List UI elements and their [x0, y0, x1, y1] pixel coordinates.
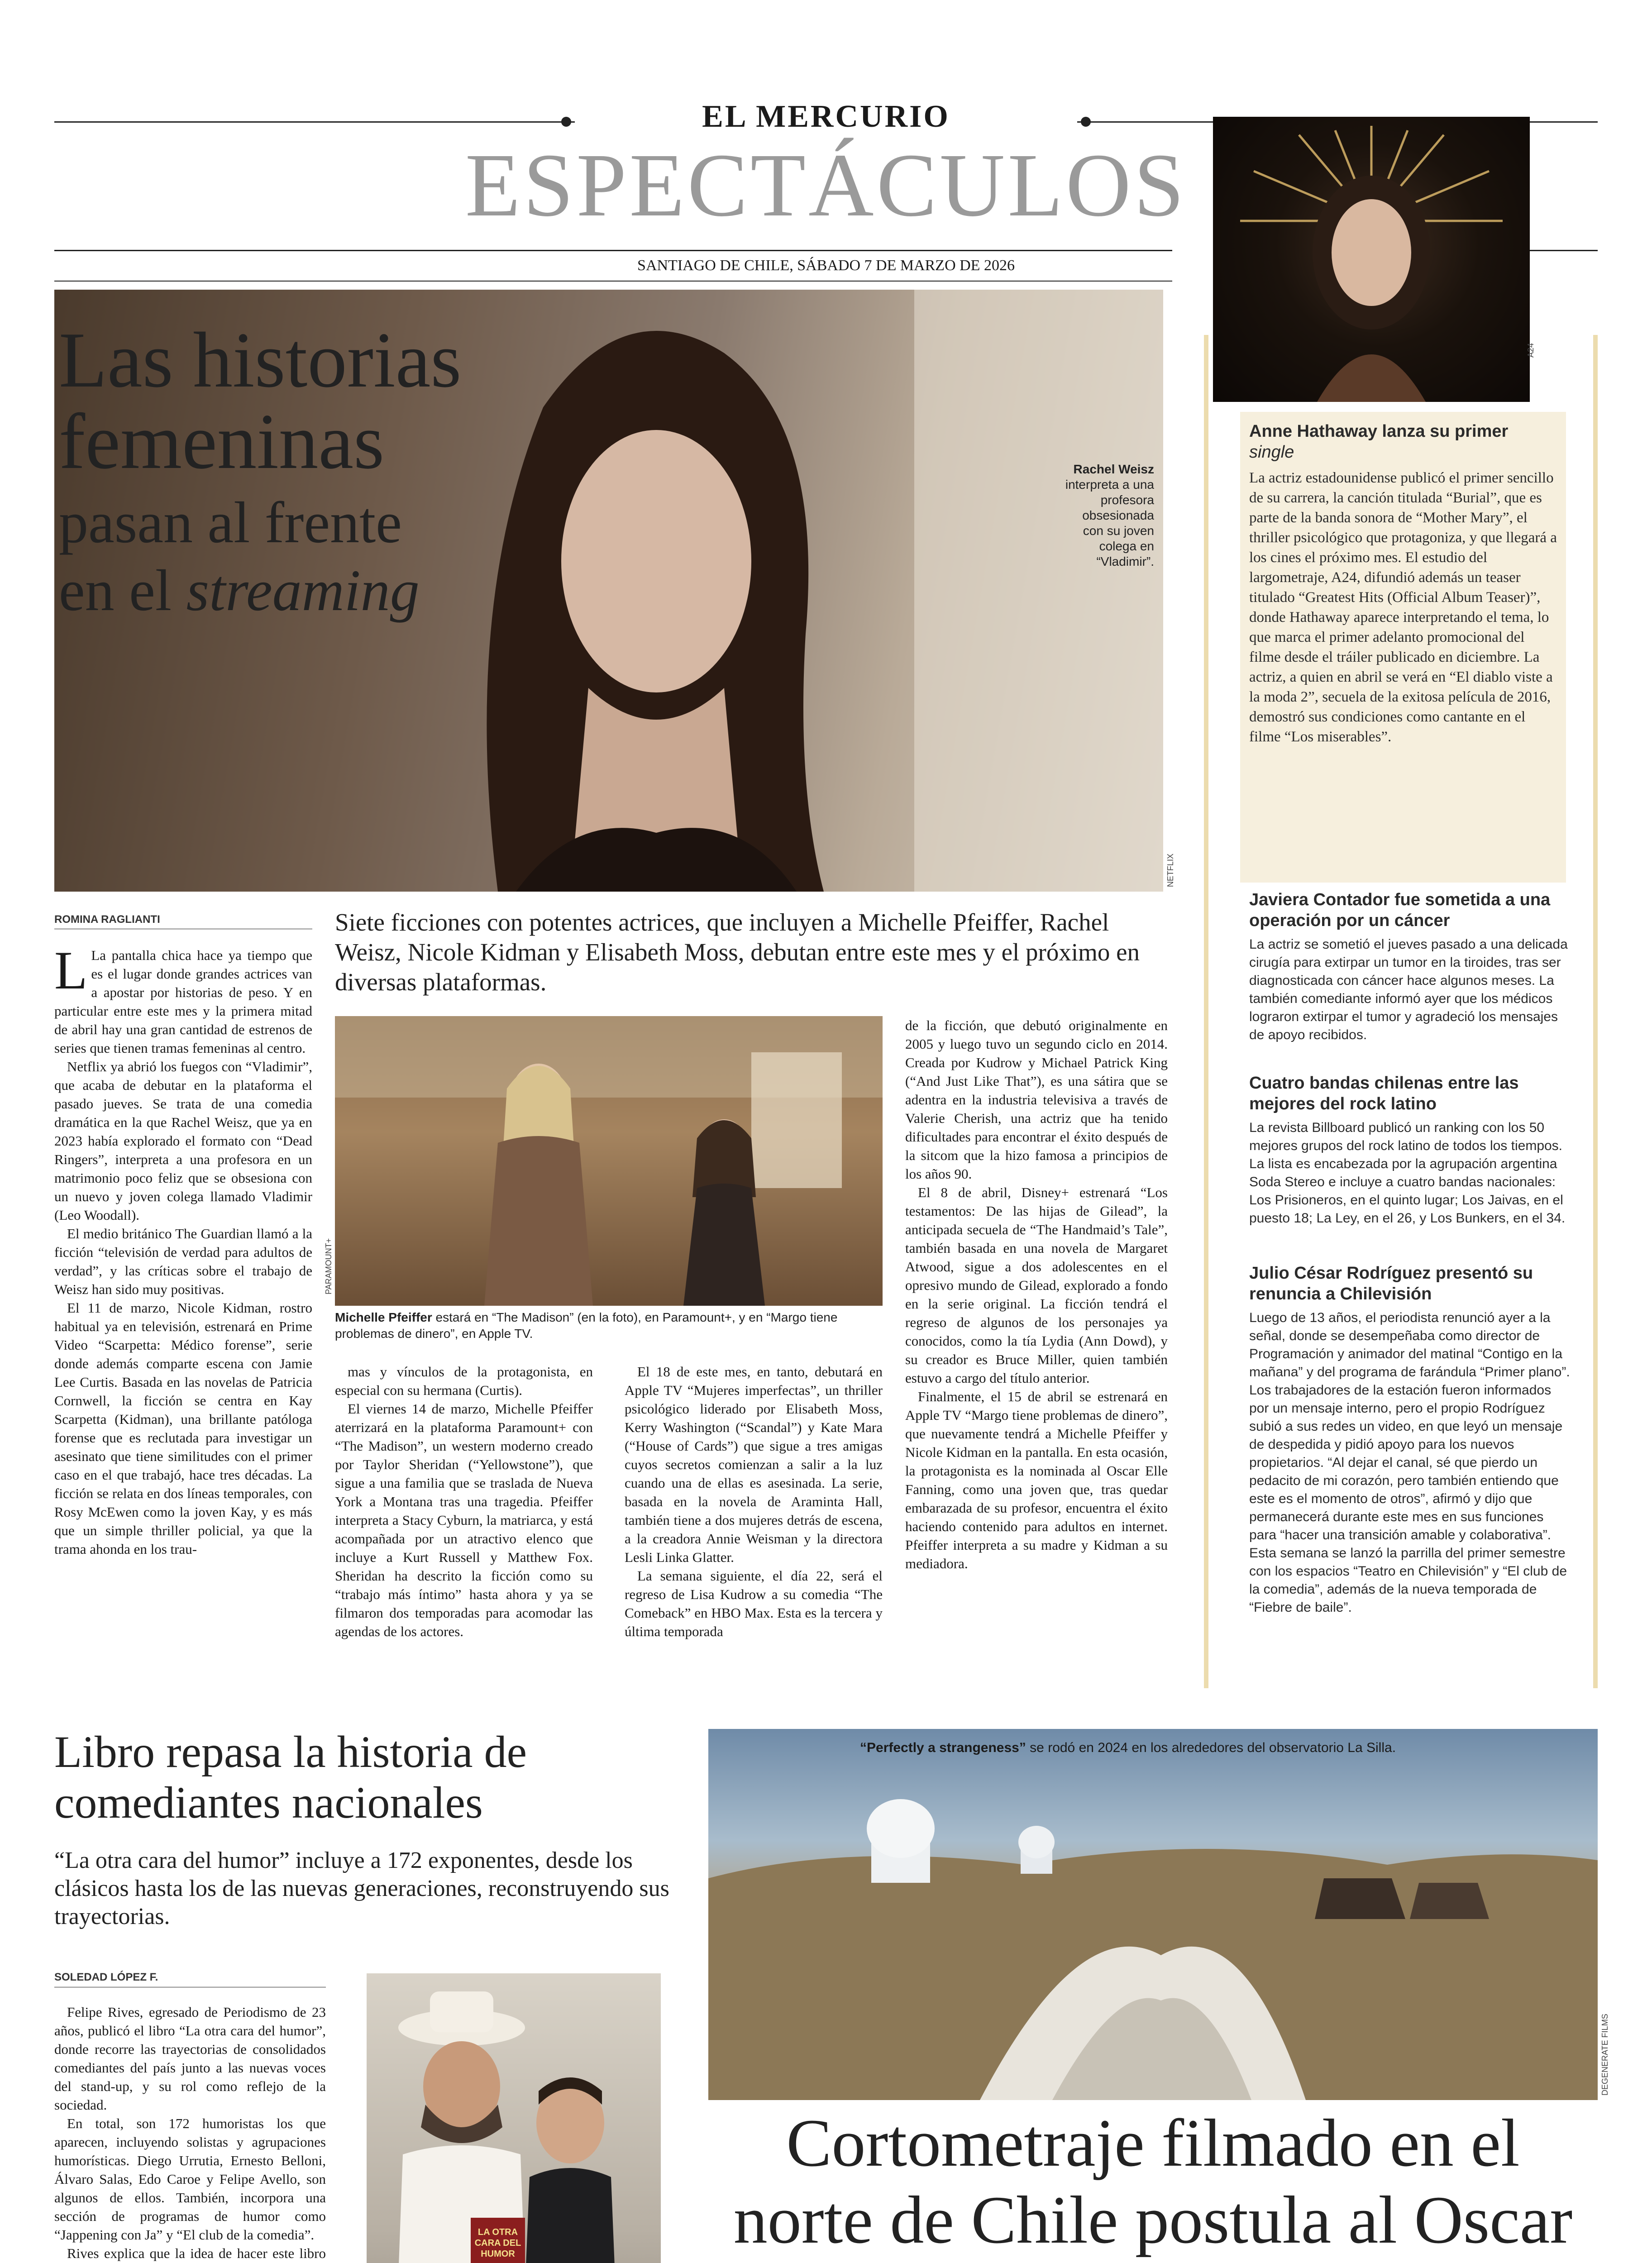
- lead-headline-4a: en el: [59, 558, 186, 623]
- short-headline-2: norte de Chile postula al Oscar: [733, 2182, 1573, 2258]
- observatory-caption-text: se rodó en 2024 en los alrededores del observatorio La Silla.: [1026, 1740, 1396, 1755]
- sidebar-item-4-title: Julio César Rodríguez presentó su renuncia a Chilevisión: [1249, 1264, 1533, 1303]
- lead-headline-3: pasan al frente: [59, 490, 402, 555]
- lead-photo-caption-name: Rachel Weisz: [1073, 462, 1154, 476]
- observatory-illustration: [708, 1729, 1598, 2100]
- pfeiffer-caption-name: Michelle Pfeiffer: [335, 1310, 432, 1324]
- book-subhead: “La otra cara del humor” incluye a 172 exponentes, desde los clásicos hasta los de las nuevas generaciones, reconstruyendo sus trayectorias.: [54, 1848, 669, 1929]
- lead-column-4: [905, 1016, 1168, 1573]
- observatory-photo: [708, 1729, 1598, 2100]
- lead-headline-4: [59, 557, 420, 625]
- sidebar-item-1-title: [1249, 421, 1557, 463]
- pfeiffer-illustration: [335, 1016, 883, 1306]
- lead-col4-p1: de la ficción, que debutó originalmente en 2005 y luego tuvo un segundo ciclo en 2014. Creada por Kudrow y Michael Patrick King (“And Just Like That”), es una sátira que se adentra en la industria televisiva a través de Valerie Cherish, una actriz que ha tenido dificultades para encontrar el éxito después de la sitcom que la hizo famosa a principios de los años 90.: [905, 1017, 1168, 1182]
- book-cover-text: LA OTRA CARA DEL HUMOR: [474, 2227, 521, 2259]
- lead-col4-p2: El 8 de abril, Disney+ estrenará “Los testamentos: De las hijas de Gilead”, la anticipada secuela de “The Handmaid’s Tale”, también basada en una novela de Margaret Atwood, sigue a dos adolescentes en el opresivo mundo de Gilead, explorado a fondo en la serie original. La ficción tendrá el regreso de algunos de los personajes ya conocidos, como la tía Lydia (Ann Dowd), y su creador es Bruce Miller, quien también estuvo a cargo del título anterior.: [905, 1184, 1168, 1386]
- bombo-fica-illustration: [367, 1973, 661, 2263]
- lead-col1-p1-text: La pantalla chica hace ya tiempo que es el lugar donde grandes actrices van a apostar por historias de peso. Y en particular entre este mes y la primera mitad de abril hay una gran cantidad de estrenos de series que tienen tramas femeninas al centro.: [54, 947, 312, 1056]
- book-col1-p1: Felipe Rives, egresado de Periodismo de 23 años, publicó el libro “La otra cara del humor”, donde recorre las trayectorias de consolidados comediantes del país junto a las nuevas voces del stand-up, y su rol como reflejo de la sociedad.: [54, 2004, 326, 2113]
- book-col1-p2: En total, son 172 humoristas los que aparecen, incluyendo solistas y agrupaciones humorísticas. Diego Urrutia, Ernesto Belloni, Álvaro Salas, Edo Caroe y Felipe Avello, son algunos de ellos. También, incorpora una sección de programas de humor como “Jappening con Ja” y “El club de la comedia”.: [54, 2115, 326, 2243]
- lead-photo-caption: [1064, 462, 1154, 569]
- lead-col2-p1: mas y vínculos de la protagonista, en especial con su hermana (Curtis).: [335, 1364, 593, 1398]
- pfeiffer-caption-text: estará en “The Madison” (en la foto), en Paramount+, y en “Margo tiene problemas de dinero”, en Apple TV.: [335, 1310, 838, 1341]
- masthead-ornament-right: [1081, 117, 1091, 127]
- pfeiffer-photo-credit: PARAMOUNT+: [324, 1238, 333, 1294]
- lead-byline: ROMINA RAGLIANTI: [54, 913, 160, 926]
- book-col1-p3: Rives explica que la idea de hacer este libro: [67, 2245, 326, 2261]
- sidebar-item-1-body: La actriz estadounidense publicó el primer sencillo de su carrera, la canción titulada “Burial”, que es parte de la banda sonora de “Mother Mary”, el thriller psicológico que protagoniza, y que llegará a los cines el próximo mes. El estudio del largometraje, A24, difundió además un teaser titulado “Greatest Hits (Official Album Teaser)”, donde Hathaway aparece interpretando el tema, lo que marca el primer adelanto promocional del filme desde el tráiler publicado en diciembre. La actriz, a quien en abril se verá en “El diablo viste a la moda 2”, secuela de la exitosa película de 2016, demostró sus condiciones como cantante en el filme “Los miserables”.: [1249, 470, 1557, 745]
- sidebar-item-3-title: Cuatro bandas chilenas entre las mejores del rock latino: [1249, 1074, 1519, 1113]
- lead-subhead: Siete ficciones con potentes actrices, que incluyen a Michelle Pfeiffer, Rachel Weisz, Nicole Kidman y Elisabeth Moss, debutan entre este mes y el próximo en diversas plataformas.: [335, 908, 1140, 996]
- masthead-rule-bottom: [54, 250, 1172, 251]
- lead-headline-4b: streaming: [186, 558, 420, 623]
- sidebar-item-3: [1249, 1073, 1571, 1227]
- lead-dropcap: L: [54, 940, 88, 1000]
- lead-col3-p2: La semana siguiente, el día 22, será el regreso de Lisa Kudrow a su comedia “The Comeback” en HBO Max. Esta es la tercera y última temporada: [625, 1568, 883, 1639]
- lead-photo-caption-text: interpreta a una profesora obsesionada con su joven colega en “Vladimir”.: [1065, 477, 1154, 568]
- short-headline-1: Cortometraje filmado en el: [786, 2105, 1520, 2181]
- section-title: ESPECTÁCULOS: [465, 135, 1187, 235]
- sidebar-item-1-title-a: Anne Hathaway lanza su primer: [1249, 422, 1509, 441]
- paper-name: EL MERCURIO: [575, 99, 1077, 135]
- pfeiffer-photo: [335, 1016, 883, 1306]
- lead-headline-1: Las historias: [59, 316, 462, 404]
- lead-col2-p2: El viernes 14 de marzo, Michelle Pfeiffer aterrizará en la plataforma Paramount+ con “The Madison”, un western moderno creado por Taylor Sheridan (“Yellowstone”), que sigue a una familia que se traslada de Nueva York a Montana tras una tragedia. Pfeiffer interpreta a Stacy Cyburn, la matriarca, y está acompañada por un atractivo elenco que incluye a Kurt Russell y Matthew Fox. Sheridan ha descrito la ficción como su “trabajo más íntimo” hasta ahora y ya se filmaron dos temporadas para acomodar las agendas de los actores.: [335, 1401, 593, 1639]
- masthead-rule-bottom-right: [1530, 250, 1598, 251]
- observatory-photo-credit: DEGENERATE FILMS: [1600, 2014, 1609, 2096]
- sidebar-item-1: [1249, 421, 1557, 747]
- dateline-rule: [54, 281, 1172, 282]
- sidebar-item-3-body: La revista Billboard publicó un ranking con los 50 mejores grupos del rock latino de todos los tiempos. La lista es encabezada por la agrupación argentina Soda Stereo e incluye a cuatro bandas nacionales: Los Prisioneros, en el quinto lugar; Los Jaivas, en el puesto 18; La Ley, en el 26, y Los Bunkers, en el 34.: [1249, 1120, 1566, 1226]
- sidebar-item-2: [1249, 889, 1571, 1044]
- lead-col1-p2: Netflix ya abrió los fuegos con “Vladimir”, que acaba de debutar en la plataforma el pasado jueves. Se trata de una comedia dramática en la que Rachel Weisz, que ya en 2023 había explorado el formato con “Dead Ringers”, interpreta a una profesora en un matrimonio poco feliz que se obsesiona con un nuevo y joven colega llamado Vladimir (Leo Woodall).: [54, 1059, 312, 1223]
- sidebar-item-2-title: Javiera Contador fue sometida a una operación por un cáncer: [1249, 890, 1551, 930]
- lead-column-2: [335, 1362, 593, 1641]
- bombo-fica-photo: [367, 1973, 661, 2263]
- sidebar-photo-credit: A24: [1526, 343, 1535, 358]
- lead-column-3: [625, 1362, 883, 1641]
- dateline: SANTIAGO DE CHILE, SÁBADO 7 DE MARZO DE 2026: [637, 257, 1015, 274]
- lead-photo-credit: NETFLIX: [1166, 853, 1175, 887]
- lead-column-1: [54, 940, 312, 1558]
- sidebar-item-2-body: La actriz se sometió el jueves pasado a una delicada cirugía para extirpar un tumor en la tiroides, tras ser diagnosticada con cáncer hace algunos meses. La también comediante informó ayer que los médicos lograron extirpar el tumor y agradeció los mensajes de apoyo recibidos.: [1249, 937, 1568, 1042]
- lead-col1-p1: [54, 940, 312, 1057]
- sidebar-item-4: [1249, 1263, 1571, 1617]
- masthead-ornament-left: [561, 117, 571, 127]
- lead-col4-p3: Finalmente, el 15 de abril se estrenará en Apple TV “Margo tiene problemas de dinero”, que nuevamente tendrá a Michelle Pfeiffer y Nicole Kidman en la pantalla. En esta ocasión, la protagonista es la nominada al Oscar Elle Fanning, como una joven que, tras quedar embarazada de su profesor, encuentra el éxito haciendo contenido para adultos en internet. Pfeiffer interpreta a su madre y Kidman a su mediadora.: [905, 1389, 1168, 1571]
- lead-col3-p1: El 18 de este mes, en tanto, debutará en Apple TV “Mujeres imperfectas”, un thriller psicológico liderado por Elisabeth Moss, Kerry Washington (“Scandal”) y Kate Mara (“House of Cards”) que sigue a tres amigas cuyos secretos comienzan a salir a la luz cuando una de ellas es asesinada. La serie, basada en la novela de Araminta Hall, también tiene a dos mujeres detrás de escena, a la creadora Annie Weisman y la directora Lesli Linka Glatter.: [625, 1364, 883, 1565]
- book-byline: SOLEDAD LÓPEZ F.: [54, 1971, 158, 1983]
- book-headline: Libro repasa la historia de comediantes nacionales: [54, 1727, 527, 1828]
- pfeiffer-caption: [335, 1309, 883, 1342]
- sidebar-item-4-body: Luego de 13 años, el periodista renunció ayer a la señal, donde se desempeñaba como director de Programación y animador del matinal “Contigo en la mañana” y del programa de farándula “Primer plano”. Los trabajadores de la estación fueron informados por un mensaje interno, pero el propio Rodríguez subió a sus redes un video, en que leyó un mensaje de despedida y pidió apoyo para los nuevos propietarios. “Al dejar el canal, sé que pierdo un pedacito de mi corazón, pero también entiendo que este es el momento de otros”, afirmó y dijo que permanecerá durante este mes en sus funciones para “hacer una transición amable y colaborativa”. Esta semana se lanzó la parrilla del primer semestre con los espacios “Teatro en Chilevisión” y “El club de la comedia”, además de la nueva temporada de “Fiebre de baile”.: [1249, 1310, 1570, 1615]
- sidebar-item-1-title-b: single: [1249, 443, 1294, 462]
- lead-col1-p4: El 11 de marzo, Nicole Kidman, rostro habitual ya en televisión, estrenará en Prime Video “Scarpetta: Médico forense”, serie donde además comparte escena con Jamie Lee Curtis. Basada en las novelas de Patricia Cornwell, la ficción se centra en Kay Scarpetta (Kidman), una brillante patóloga forense que es reclutada para investigar un asesinato que tiene similitudes con el primer caso en el que trabajó, hace tres décadas. La ficción se relata en dos líneas temporales, con Rosy McEwen como la joven Kay, y es más que un simple thriller policial, ya que la trama ahonda en los trau-: [54, 1300, 312, 1557]
- lead-headline-2: femeninas: [59, 397, 385, 485]
- observatory-caption-title: “Perfectly a strangeness”: [860, 1740, 1026, 1755]
- observatory-caption: [860, 1740, 1396, 1756]
- book-column-1: [54, 2003, 326, 2263]
- lead-col1-p3: El medio británico The Guardian llamó a la ficción “televisión de verdad para adultos de verdad”, y las críticas sobre el trabajo de Weisz han sido muy positivas.: [54, 1226, 312, 1297]
